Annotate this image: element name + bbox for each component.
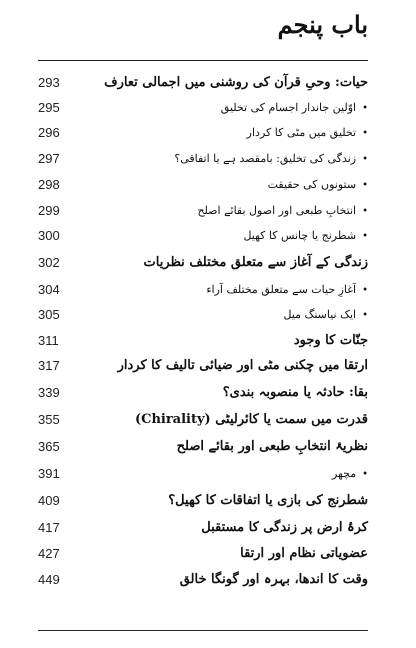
toc-entry-title	[206, 283, 368, 296]
toc-entry-title	[243, 229, 368, 242]
toc-page-number: 449	[38, 571, 60, 587]
toc-row	[38, 407, 368, 431]
bottom-rule	[38, 630, 368, 631]
toc-page-number: 299	[38, 202, 60, 218]
bullet-icon: •	[362, 468, 368, 480]
toc-row	[38, 541, 368, 565]
toc-entry-title	[294, 333, 368, 348]
toc-entry-text: بقا: حادثہ یا منصوبہ بندی؟	[222, 384, 368, 400]
toc-page-number: 409	[38, 492, 60, 508]
toc-page-number: 355	[38, 411, 60, 427]
toc-entry-text: شطرنج یا چانس کا کھیل	[243, 228, 357, 242]
toc-row	[38, 488, 368, 512]
toc-entry-text: عضویاتی نظام اور ارتقا	[240, 545, 368, 561]
toc-page-number: 417	[38, 519, 60, 535]
toc-entry-title	[197, 204, 368, 217]
toc-entry-text: وقت کا اندھا، بہرہ اور گونگا خالق	[179, 571, 368, 587]
toc-page-number: 339	[38, 384, 60, 400]
toc-row	[38, 461, 368, 485]
toc-row	[38, 172, 368, 196]
toc-row	[38, 120, 368, 144]
toc-row	[38, 380, 368, 404]
toc-entry-title	[247, 126, 368, 139]
toc-entry-text: قدرت میں سمت یا کائرلیٹی (Chirality)	[134, 411, 368, 427]
toc-entry-text: زندگی کے آغاز سے متعلق مختلف نظریات	[143, 254, 368, 270]
top-rule	[38, 60, 368, 61]
bullet-icon: •	[362, 179, 368, 191]
toc-entry-title	[144, 255, 368, 270]
toc-entry-text: آغازِ حیات سے متعلق مختلف آراء	[206, 282, 357, 296]
toc-page-number: 317	[38, 357, 60, 373]
toc-entry-text: ارتقا میں چکنی مٹی اور ضیائی تالیف کا کردار	[117, 357, 368, 373]
toc-entry-text: زندگی کی تخلیق: بامقصد ہے یا اتفاقی؟	[174, 151, 357, 165]
toc-entry-title	[177, 439, 368, 454]
bullet-icon: •	[362, 230, 368, 242]
toc-row	[38, 353, 368, 377]
toc-entry-text: تخلیق میں مٹی کا کردار	[246, 125, 357, 139]
toc-page-number: 297	[38, 150, 60, 166]
toc-page-number: 298	[38, 176, 60, 192]
toc-entry-title	[240, 546, 368, 561]
toc-page-number: 302	[38, 254, 60, 270]
toc-entry-title	[180, 572, 368, 587]
toc-page-number: 296	[38, 124, 60, 140]
toc-entry-text: نظریۂ انتخابِ طبعی اور بقائے اصلح	[176, 438, 368, 454]
bullet-icon: •	[362, 127, 368, 139]
toc-row	[38, 328, 368, 352]
toc-page-number: 305	[38, 306, 60, 322]
bullet-icon: •	[362, 205, 368, 217]
toc-entry-text: ایک نیاسنگ میل	[283, 307, 357, 321]
toc-page-number: 300	[38, 227, 60, 243]
toc-entry-text: جنّات کا وجود	[293, 332, 368, 348]
toc-entry-title	[135, 412, 368, 427]
chapter-title: باب پنجم	[277, 10, 368, 39]
toc-entry-title	[268, 178, 368, 191]
toc-entry-title	[168, 493, 368, 508]
toc-page-number: 427	[38, 545, 60, 561]
toc-row	[38, 434, 368, 458]
bullet-icon: •	[362, 284, 368, 296]
toc-entry-title	[174, 152, 368, 165]
toc-row	[38, 223, 368, 247]
toc-entry-title	[201, 520, 368, 535]
toc-page-number: 295	[38, 99, 60, 115]
toc-entry-title	[104, 75, 368, 90]
toc-row	[38, 198, 368, 222]
toc-entry-text: حیات: وحیِ قرآن کی روشنی میں اجمالی تعارف	[104, 74, 368, 90]
toc-row	[38, 95, 368, 119]
toc-entry-text: ستونوں کی حقیقت	[267, 177, 357, 191]
toc-entry-title	[223, 385, 368, 400]
toc-page-number: 365	[38, 438, 60, 454]
toc-entry-text: اوّلین جاندار اجسام کی تخلیق	[220, 100, 357, 114]
bullet-icon: •	[362, 309, 368, 321]
toc-entry-title	[118, 358, 368, 373]
toc-page-number: 304	[38, 281, 60, 297]
toc-entry-title	[332, 467, 368, 480]
toc-row	[38, 70, 368, 94]
toc-row	[38, 146, 368, 170]
bullet-icon: •	[362, 102, 368, 114]
toc-entry-text: انتخابِ طبعی اور اصول بقائے اصلح	[197, 203, 357, 217]
toc-entry-title	[221, 101, 368, 114]
bullet-icon: •	[362, 153, 368, 165]
toc-row	[38, 567, 368, 591]
toc-page-number: 311	[38, 332, 59, 348]
toc-row	[38, 515, 368, 539]
toc-entry-title	[283, 308, 368, 321]
toc-page-number: 391	[38, 465, 60, 481]
toc-row	[38, 277, 368, 301]
toc-row	[38, 250, 368, 274]
toc-page-number: 293	[38, 74, 60, 90]
toc-entry-text: شطرنج کی بازی یا اتفاقات کا کھیل؟	[168, 492, 368, 508]
toc-row	[38, 302, 368, 326]
toc-entry-text: کرۂ ارض پر زندگی کا مستقبل	[201, 519, 368, 535]
toc-entry-text: مچھر	[331, 466, 357, 480]
